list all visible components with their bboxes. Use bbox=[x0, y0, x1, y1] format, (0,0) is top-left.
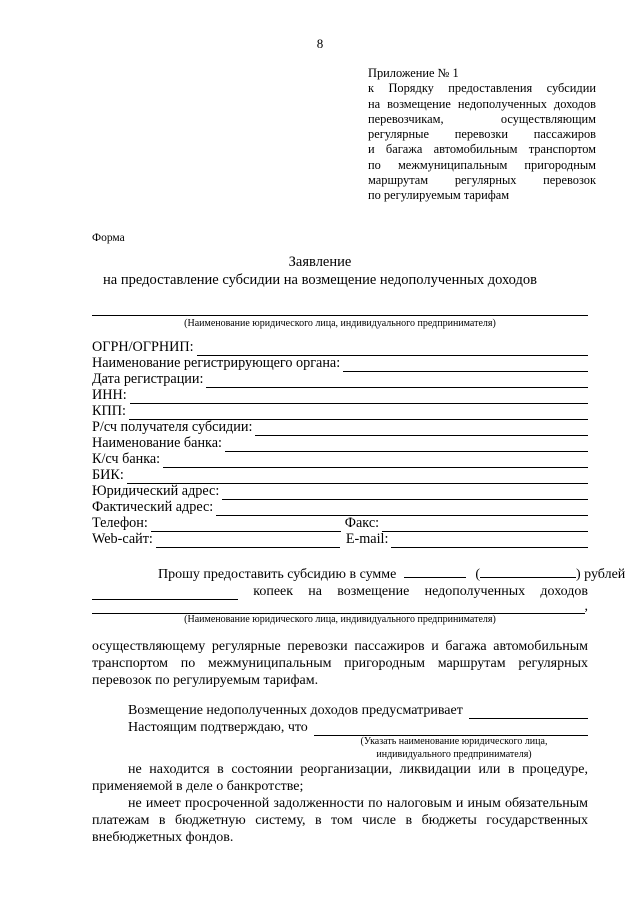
appendix-line: к Порядку предоставления субсидии bbox=[368, 81, 596, 96]
inn-input-line[interactable] bbox=[130, 391, 588, 404]
appendix-line: маршрутам регулярных перевозок bbox=[368, 173, 596, 188]
condition-line: не имеет просроченной задолженности по налоговым и иным обязательным bbox=[128, 796, 588, 811]
field-reg-date bbox=[92, 372, 588, 388]
condition-2 bbox=[92, 795, 588, 846]
field-label: ИНН: bbox=[92, 387, 127, 403]
confirm-text: Настоящим подтверждаю, что bbox=[128, 720, 308, 735]
entity-name-line[interactable] bbox=[92, 315, 588, 316]
request-text: недополученных bbox=[424, 584, 526, 599]
body-line: транспортом по межмуниципальным пригородным маршрутам регулярных bbox=[92, 656, 588, 671]
field-label: Наименование регистрирующего органа: bbox=[92, 355, 341, 371]
field-label: E-mail: bbox=[345, 531, 389, 547]
field-corr-account bbox=[92, 452, 588, 468]
field-account bbox=[92, 420, 588, 436]
actual-address-input-line[interactable] bbox=[216, 503, 588, 516]
specify-caption bbox=[320, 735, 588, 761]
body-line: осуществляющему регулярные перевозки пассажиров и багажа автомобильным bbox=[92, 639, 588, 654]
request-paren: ( bbox=[475, 567, 481, 582]
provides-text: Возмещение недополученных доходов предусматривает bbox=[128, 703, 463, 718]
bank-input-line[interactable] bbox=[225, 439, 588, 452]
confirm-row bbox=[128, 719, 588, 736]
request-text: возмещение bbox=[337, 584, 410, 599]
field-actual-address bbox=[92, 500, 588, 516]
appendix-line: на возмещение недополученных доходов bbox=[368, 96, 596, 111]
recipient-name-line[interactable] bbox=[92, 603, 585, 614]
request-text: ) рублей bbox=[576, 567, 626, 582]
phone-input-line[interactable] bbox=[151, 519, 341, 532]
appendix-line: Приложение № 1 bbox=[368, 66, 459, 80]
appendix-line: регулярные перевозки пассажиров bbox=[368, 127, 596, 142]
document-title: Заявление bbox=[288, 254, 352, 270]
recipient-caption: (Наименование юридического лица, индивидуального предпринимателя) bbox=[184, 614, 496, 625]
reg-organ-input-line[interactable] bbox=[343, 359, 588, 372]
fax-input-line[interactable] bbox=[382, 519, 588, 532]
specify-caption-line: индивидуального предпринимателя) bbox=[376, 749, 532, 760]
field-kpp bbox=[92, 404, 588, 420]
field-bik bbox=[92, 468, 588, 484]
body-line: перевозок по регулируемым тарифам. bbox=[92, 673, 319, 688]
amount-words-input-line[interactable] bbox=[480, 566, 576, 578]
field-label: Наименование банка: bbox=[92, 435, 222, 451]
field-label: Факс: bbox=[344, 515, 380, 531]
kopecks-input-line[interactable] bbox=[92, 588, 238, 600]
condition-1 bbox=[92, 761, 588, 795]
email-input-line[interactable] bbox=[391, 535, 588, 548]
condition-line: не находится в состоянии реорганизации, ликвидации или в процедуре, bbox=[128, 762, 588, 777]
website-input-line[interactable] bbox=[156, 535, 340, 548]
legal-address-input-line[interactable] bbox=[222, 487, 588, 500]
field-ogrn bbox=[92, 340, 588, 356]
condition-line: внебюджетных фондов. bbox=[92, 830, 234, 845]
condition-line: платежам в бюджетную систему, в том числе в бюджеты государственных bbox=[92, 813, 588, 828]
field-label: Web-сайт: bbox=[92, 531, 153, 547]
field-label: К/сч банка: bbox=[92, 451, 161, 467]
appendix-line: и багажа автомобильным транспортом bbox=[368, 142, 596, 157]
provides-input-line[interactable] bbox=[469, 707, 588, 719]
specify-caption-line: (Указать наименование юридического лица, bbox=[360, 736, 548, 747]
page-number: 8 bbox=[316, 36, 324, 51]
recipient-line-row bbox=[92, 600, 588, 614]
appendix-block bbox=[368, 66, 596, 204]
field-label: КПП: bbox=[92, 403, 126, 419]
reg-date-input-line[interactable] bbox=[206, 375, 588, 388]
amount-input-line[interactable] bbox=[404, 566, 466, 578]
field-label: ОГРН/ОГРНИП: bbox=[92, 339, 194, 355]
field-inn bbox=[92, 388, 588, 404]
account-input-line[interactable] bbox=[255, 423, 588, 436]
appendix-line: по межмуниципальным пригородным bbox=[368, 157, 596, 172]
request-text: копеек bbox=[253, 584, 294, 599]
field-label: БИК: bbox=[92, 467, 124, 483]
document-subtitle: на предоставление субсидии на возмещение недополученных доходов bbox=[103, 272, 537, 288]
field-label: Юридический адрес: bbox=[92, 483, 220, 499]
request-text: на bbox=[308, 584, 322, 599]
request-text: доходов bbox=[540, 584, 588, 599]
comma: , bbox=[584, 599, 588, 614]
provides-row bbox=[128, 702, 588, 719]
field-label: Телефон: bbox=[92, 515, 148, 531]
field-bank bbox=[92, 436, 588, 452]
entity-name-caption: (Наименование юридического лица, индивидуального предпринимателя) bbox=[184, 318, 496, 329]
corr-account-input-line[interactable] bbox=[163, 455, 588, 468]
condition-line: применяемой в деле о банкротстве; bbox=[92, 779, 304, 794]
field-reg-organ bbox=[92, 356, 588, 372]
field-phone-fax bbox=[92, 516, 588, 532]
appendix-line: по регулируемым тарифам bbox=[368, 188, 510, 203]
field-label: Р/сч получателя субсидии: bbox=[92, 419, 253, 435]
field-label: Фактический адрес: bbox=[92, 499, 214, 515]
field-legal-address bbox=[92, 484, 588, 500]
request-paragraph bbox=[92, 566, 626, 600]
appendix-line: перевозчикам, осуществляющим bbox=[368, 111, 596, 126]
field-label: Дата регистрации: bbox=[92, 371, 204, 387]
form-label: Форма bbox=[92, 232, 125, 244]
request-text: Прошу предоставить субсидию в сумме bbox=[158, 567, 397, 582]
field-web-email bbox=[92, 532, 588, 548]
body-paragraph bbox=[92, 638, 588, 689]
